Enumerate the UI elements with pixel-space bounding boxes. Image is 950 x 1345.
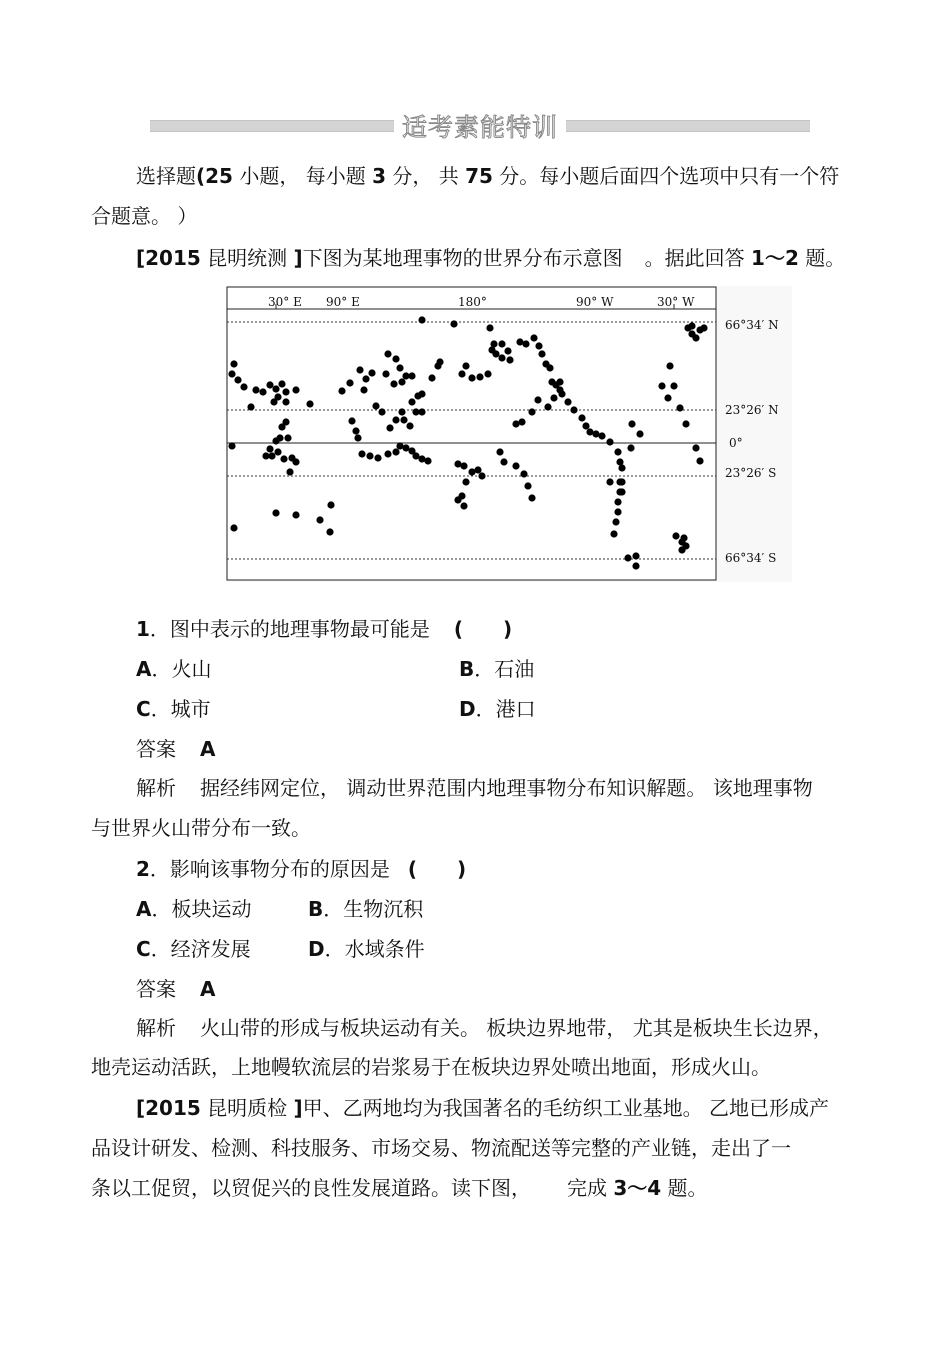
volcano-point [352, 427, 359, 434]
answer-label: 答案 [136, 737, 176, 761]
option-letter: B [308, 897, 324, 921]
volcano-point [282, 398, 289, 405]
volcano-point [282, 388, 289, 395]
q34-stem-line-3 [91, 1174, 708, 1202]
volcano-point [450, 320, 457, 327]
volcano-point [240, 383, 247, 390]
stem-text: 题。 [798, 246, 846, 270]
volcano-point [535, 342, 542, 349]
lat-label-equator: 0° [729, 436, 743, 450]
volcano-point [358, 450, 365, 457]
option-letter: C [136, 937, 151, 961]
volcano-point [356, 366, 363, 373]
volcano-point [614, 498, 621, 505]
option-text: ．经济发展 [150, 937, 251, 961]
q1-option-b[interactable] [459, 655, 534, 683]
volcano-point [538, 350, 545, 357]
volcano-point [408, 398, 415, 405]
volcano-point [556, 386, 563, 393]
question-number: 1 [136, 617, 150, 641]
question-text: ．图中表示的地理事物最可能是 [149, 617, 430, 641]
volcano-point [368, 369, 375, 376]
banner-title: 适考素能特训 [401, 113, 558, 142]
analysis-label: 解析 [136, 776, 176, 800]
stem-text: 甲、乙两地均为我国著名的毛纺织工业基地。 乙地已形成产 [302, 1096, 830, 1120]
volcano-point [498, 354, 505, 361]
volcano-distribution-map [226, 286, 792, 582]
volcano-point [266, 445, 273, 452]
volcano-point [618, 464, 625, 471]
volcano-point [520, 470, 527, 477]
volcano-point [268, 452, 275, 459]
lon-label-30w: 30° W [657, 295, 695, 309]
volcano-point [374, 454, 381, 461]
intro-total: 75 [465, 164, 493, 188]
volcano-point [316, 516, 323, 523]
option-text: ．水域条件 [324, 937, 425, 961]
volcano-point [462, 362, 469, 369]
volcano-point [272, 509, 279, 516]
q2-stem [136, 855, 466, 883]
volcano-point [460, 502, 467, 509]
volcano-point [550, 394, 557, 401]
q34-stem-line-2: 品设计研发、检测、科技服务、市场交易、物流配送等完整的产业链，走出了一 [91, 1136, 791, 1160]
volcano-point [292, 511, 299, 518]
option-letter: D [459, 697, 476, 721]
volcano-point [327, 501, 334, 508]
volcano-point [462, 478, 469, 485]
volcano-point [664, 394, 671, 401]
volcano-point [362, 375, 369, 382]
volcano-point [610, 530, 617, 537]
option-letter: A [136, 897, 152, 921]
section-banner [150, 106, 810, 142]
volcano-point [544, 403, 551, 410]
volcano-point [632, 552, 639, 559]
stem-text: 完成 [567, 1176, 614, 1200]
answer-blank: ( ) [453, 617, 513, 641]
lon-label-30e: 30° E [268, 295, 302, 309]
volcano-point [418, 316, 425, 323]
volcano-point [278, 423, 285, 430]
volcano-point [274, 448, 281, 455]
question-range: 1～2 [751, 246, 799, 270]
volcano-point [454, 496, 461, 503]
volcano-point [582, 422, 589, 429]
volcano-point [478, 472, 485, 479]
volcano-point [396, 364, 403, 371]
volcano-point [398, 378, 405, 385]
intro-line-2: 合题意。 ） [91, 204, 198, 228]
q1-answer [136, 735, 215, 763]
question-number: 2 [136, 857, 150, 881]
volcano-point [474, 466, 481, 473]
volcano-point [570, 406, 577, 413]
volcano-point [632, 562, 639, 569]
option-text: ．板块运动 [151, 897, 252, 921]
volcano-point [612, 518, 619, 525]
volcano-point [392, 416, 399, 423]
lon-label-90w: 90° W [576, 295, 614, 309]
q2-option-d[interactable] [308, 935, 425, 963]
volcano-point [276, 434, 283, 441]
volcano-point [680, 534, 687, 541]
intro-line-1 [136, 162, 839, 190]
volcano-point [384, 450, 391, 457]
volcano-point [688, 322, 695, 329]
volcano-point [348, 417, 355, 424]
banner-bar-right [566, 120, 810, 132]
volcano-point [378, 408, 385, 415]
analysis-text: 火山带的形成与板块运动有关。 板块边界地带， 尤其是板块生长边界， [200, 1016, 833, 1040]
stem-text: 条以工促贸，以贸促兴的良性发展道路。读下图， [91, 1176, 531, 1200]
q1-analysis-line-1 [136, 774, 813, 802]
lat-label-66n: 66°34′ N [725, 318, 779, 332]
option-text: ．生物沉积 [323, 897, 424, 921]
lat-label-23n: 23°26′ N [725, 403, 779, 417]
volcano-point [658, 382, 665, 389]
volcano-point [614, 448, 621, 455]
volcano-point [278, 380, 285, 387]
volcano-point [476, 373, 483, 380]
q2-option-c[interactable] [136, 935, 251, 963]
volcano-point [506, 356, 513, 363]
volcano-point [270, 398, 277, 405]
option-letter: A [136, 657, 152, 681]
volcano-point [398, 408, 405, 415]
volcano-point [346, 379, 353, 386]
volcano-point [252, 386, 259, 393]
banner-bar-left [150, 120, 394, 132]
intro-text: 分， 共 [385, 164, 466, 188]
volcano-point [534, 396, 541, 403]
q2-option-a[interactable] [136, 895, 251, 923]
volcano-point [528, 494, 535, 501]
q1-option-c[interactable] [136, 695, 211, 723]
volcano-point [230, 524, 237, 531]
volcano-point [436, 358, 443, 365]
volcano-point [360, 386, 367, 393]
volcano-point [676, 404, 683, 411]
volcano-point [454, 460, 461, 467]
volcano-point [696, 457, 703, 464]
volcano-point [412, 408, 419, 415]
answer-value: A [200, 977, 216, 1001]
volcano-point [386, 424, 393, 431]
question-group-stem [136, 244, 845, 272]
option-text: ．火山 [151, 657, 212, 681]
volcano-point [692, 334, 699, 341]
q1-option-d[interactable] [459, 695, 536, 723]
volcano-point [490, 340, 497, 347]
lat-label-66s: 66°34′ S [725, 551, 777, 565]
q2-answer [136, 975, 215, 1003]
option-text: ．石油 [474, 657, 535, 681]
volcano-point [624, 554, 631, 561]
lat-label-23s: 23°26′ S [725, 466, 777, 480]
volcano-point [682, 542, 689, 549]
q1-option-a[interactable] [136, 655, 211, 683]
volcano-point [498, 340, 505, 347]
question-text: ．影响该事物分布的原因是 [149, 857, 390, 881]
answer-label: 答案 [136, 977, 176, 1001]
volcano-point [280, 455, 287, 462]
stem-text: 下图为某地理事物的世界分布示意图 [302, 246, 623, 270]
volcano-point [606, 438, 613, 445]
lon-label-90e: 90° E [326, 295, 360, 309]
source-name: 昆明质检 [200, 1096, 294, 1120]
volcano-point [292, 458, 299, 465]
source-bracket: ] [293, 1096, 303, 1120]
question-range: 3～4 [613, 1176, 662, 1200]
volcano-point [390, 380, 397, 387]
volcano-point [286, 468, 293, 475]
analysis-text: 据经纬网定位， 调动世界范围内地理事物分布知识解题。 该地理事物 [200, 776, 813, 800]
intro-text: 选择题 [136, 164, 196, 188]
volcano-point [700, 324, 707, 331]
q2-option-b[interactable] [308, 895, 423, 923]
volcano-point [284, 434, 291, 441]
source-bracket: ] [293, 246, 303, 270]
volcano-point [614, 508, 621, 515]
volcano-point [292, 386, 299, 393]
q1-stem [136, 615, 512, 643]
volcano-point [528, 408, 535, 415]
volcano-point [306, 400, 313, 407]
volcano-point [564, 398, 571, 405]
volcano-point [512, 420, 519, 427]
volcano-point [234, 376, 241, 383]
volcano-point [406, 422, 413, 429]
option-letter: D [308, 937, 325, 961]
volcano-point [458, 370, 465, 377]
source-name: 昆明统测 [200, 246, 294, 270]
volcano-point [666, 362, 673, 369]
answer-blank: ( ) [407, 857, 467, 881]
source-tag: [2015 [136, 246, 201, 270]
volcano-point [556, 378, 563, 385]
volcano-point [428, 374, 435, 381]
intro-points: 3 [372, 164, 386, 188]
volcano-point [400, 416, 407, 423]
volcano-point [500, 458, 507, 465]
volcano-point [627, 444, 634, 451]
option-letter: C [136, 697, 151, 721]
volcano-point [530, 334, 537, 341]
volcano-point [618, 488, 625, 495]
option-text: ．港口 [475, 697, 536, 721]
volcano-point [418, 390, 425, 397]
lon-label-180: 180° [458, 295, 487, 309]
volcano-point [672, 532, 679, 539]
volcano-point [618, 478, 625, 485]
volcano-point [230, 360, 237, 367]
volcano-point [366, 452, 373, 459]
analysis-label: 解析 [136, 1016, 176, 1040]
volcano-point [247, 403, 254, 410]
option-letter: B [459, 657, 475, 681]
volcano-point [692, 444, 699, 451]
volcano-point [524, 482, 531, 489]
volcano-point [392, 448, 399, 455]
volcano-point [382, 370, 389, 377]
volcano-point [606, 478, 613, 485]
volcano-point [372, 402, 379, 409]
volcano-point [636, 430, 643, 437]
q1-analysis-line-2: 与世界火山带分布一致。 [91, 816, 311, 840]
volcano-point [228, 442, 235, 449]
intro-text: 小题， 每小题 [232, 164, 373, 188]
volcano-point [512, 462, 519, 469]
volcano-point [384, 350, 391, 357]
volcano-point [338, 387, 345, 394]
q2-analysis-line-1 [136, 1014, 833, 1042]
volcano-point [670, 382, 677, 389]
volcano-point [424, 457, 431, 464]
volcano-point [266, 381, 273, 388]
volcano-point [486, 324, 493, 331]
stem-text: 题。 [661, 1176, 708, 1200]
question-group-stem-2 [136, 1094, 829, 1122]
volcano-point [628, 420, 635, 427]
option-text: ．城市 [150, 697, 211, 721]
volcano-point [546, 364, 553, 371]
volcano-point [259, 388, 266, 395]
source-tag: [2015 [136, 1096, 201, 1120]
volcano-point [496, 448, 503, 455]
volcano-point [354, 434, 361, 441]
volcano-point [682, 420, 689, 427]
volcano-point [484, 370, 491, 377]
volcano-point [392, 355, 399, 362]
intro-text: 分。每小题后面四个选项中只有一个符 [492, 164, 840, 188]
volcano-point [522, 340, 529, 347]
intro-count: (25 [196, 164, 233, 188]
volcano-point [468, 374, 475, 381]
q2-analysis-line-2: 地壳运动活跃，上地幔软流层的岩浆易于在板块边界处喷出地面，形成火山。 [91, 1055, 771, 1079]
volcano-point [408, 372, 415, 379]
stem-text: 。据此回答 [644, 246, 752, 270]
answer-value: A [200, 737, 216, 761]
volcano-point [598, 432, 605, 439]
volcano-point [504, 347, 511, 354]
volcano-point [272, 385, 279, 392]
volcano-point [578, 414, 585, 421]
volcano-point [326, 528, 333, 535]
volcano-point [228, 370, 235, 377]
